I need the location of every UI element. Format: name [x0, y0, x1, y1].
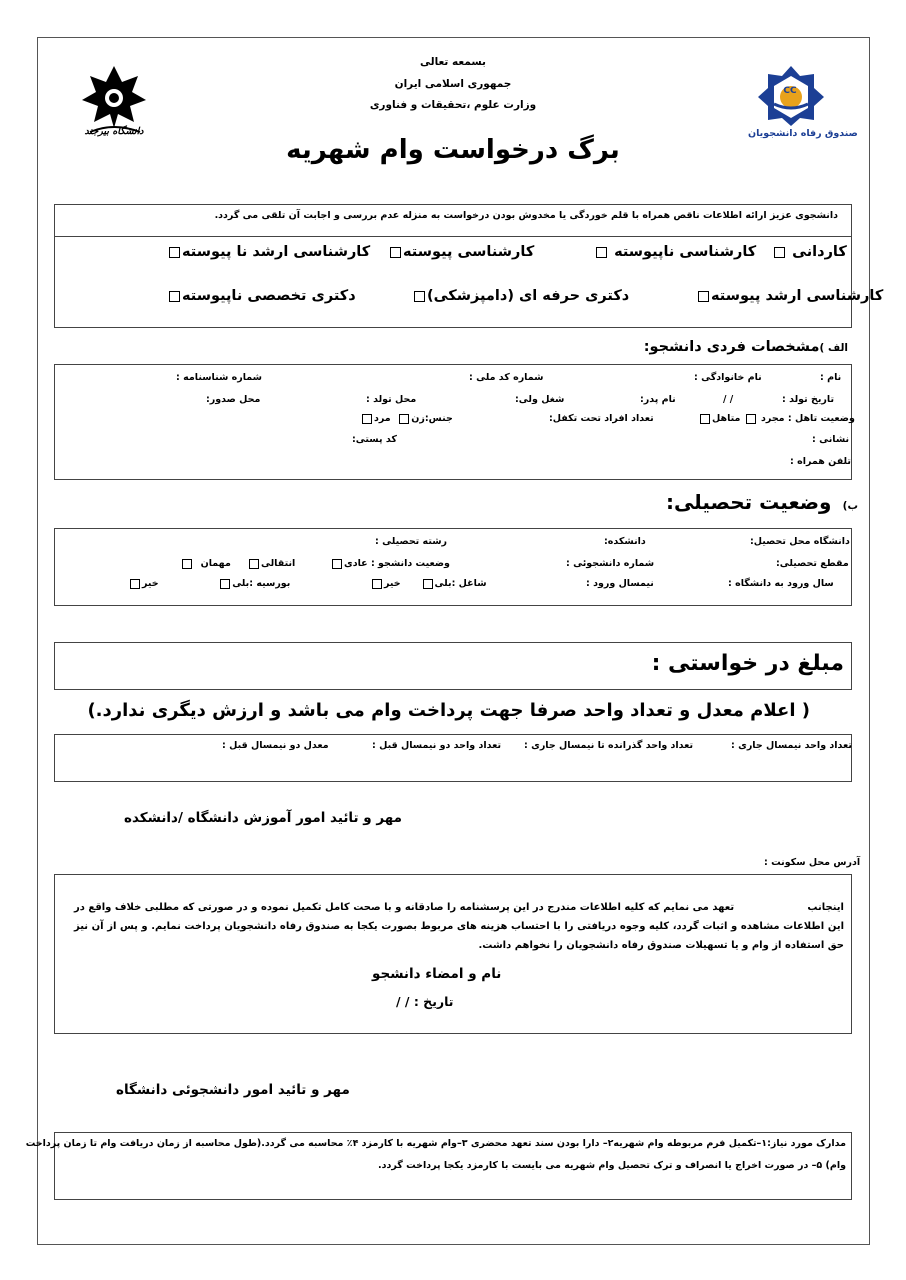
employed-field — [370, 578, 487, 589]
entry-semester-label: نیمسال ورود : — [586, 578, 654, 589]
degree-label-bachelor-continuous: کارشناسی پیوسته — [403, 244, 535, 260]
degree-option[interactable] — [167, 288, 356, 304]
commitment-text — [74, 898, 844, 955]
father-name-label: نام پدر: — [640, 394, 676, 405]
commitment-intro: اینجانب — [807, 902, 844, 913]
passed-units-label: تعداد واحد گذرانده تا نیمسال جاری : — [524, 740, 694, 751]
amount-note: ( اعلام معدل و تعداد واحد صرفا جهت پرداخت وام می باشد و ارزش دیگری ندارد.) — [87, 700, 810, 721]
residence-label: آدرس محل سکونت : — [764, 857, 861, 868]
gender-field — [360, 413, 453, 424]
postal-code-label: کد پستی: — [352, 434, 397, 445]
student-signature-label: نام و امضاء دانشجو — [372, 966, 502, 982]
yes-label: بلی — [434, 578, 452, 589]
gender-label: جنس: — [424, 413, 453, 424]
family-label: نام خانوادگی : — [694, 372, 762, 383]
birth-date-slashes: / / — [723, 394, 734, 405]
major-label: رشته تحصیلی : — [375, 536, 448, 547]
header-line-1: بسمعه تعالی — [420, 56, 486, 68]
checkbox-scholarship-no[interactable] — [130, 579, 140, 589]
entry-year-label: سال ورود به دانشگاه : — [728, 578, 834, 589]
id-number-label: شماره شناسنامه : — [176, 372, 262, 383]
male-label: مرد — [374, 413, 391, 424]
checkbox[interactable] — [169, 247, 180, 258]
checkbox[interactable] — [414, 291, 425, 302]
two-prev-gpa-label: معدل دو نیمسال قبل : — [222, 740, 329, 751]
degree-label-associate: کاردانی — [792, 244, 847, 260]
university-label: دانشگاه محل تحصیل: — [750, 536, 850, 547]
checkbox[interactable] — [774, 247, 785, 258]
degree-box-divider — [54, 236, 852, 237]
marital-field — [698, 413, 855, 424]
university-logo-caption: دانشگاه بیرجند — [84, 126, 144, 137]
mobile-label: تلفن همراه : — [790, 456, 851, 467]
commitment-line-1: تعهد می نمایم که کلیه اطلاعات مندرج در این پرسشنامه را صادقانه و با صحت کامل تکمیل نموده و در صورتی که مطلبی خلاف واقع در این اطلاعات — [74, 902, 844, 932]
documents-line-1: مدارک مورد نیاز:۱–تکمیل فرم مربوطه وام شهریه۲– دارا بودن سند تعهد محضری ۳–وام شهریه با کارمزد ۴٪ محاسبه می گردد.(طول محاسبه از زمان دریافت وام تا زمان پرداخت — [25, 1138, 846, 1149]
dependents-label: تعداد افراد تحت تکفل: — [549, 413, 654, 424]
regular-label: عادی — [344, 558, 368, 569]
current-units-label: تعداد واحد نیمسال جاری : — [731, 740, 852, 751]
status-label: وضعیت دانشجو : — [370, 558, 450, 569]
degree-label-bachelor-noncontinuous: کارشناسی ناپیوسته — [614, 244, 757, 260]
student-affairs-stamp-label: مهر و تائید امور دانشجوئی دانشگاه — [116, 1082, 350, 1098]
checkbox-married[interactable] — [700, 414, 710, 424]
amount-label: مبلغ در خواستی : — [651, 651, 844, 676]
guest-label: مهمان — [200, 558, 231, 569]
checkbox-female[interactable] — [399, 414, 409, 424]
page-title: برگ درخواست وام شهریه — [286, 135, 620, 165]
scholarship-label: بورسیه : — [249, 578, 291, 589]
single-label: مجرد — [761, 413, 785, 424]
marital-label: وضعیت تاهل : — [787, 413, 855, 424]
national-code-label: شماره کد ملی : — [469, 372, 544, 383]
no-label: خیر — [384, 578, 401, 589]
commitment-date-label: تاریخ : / / — [396, 994, 454, 1009]
student-number-label: شماره دانشجوئی : — [566, 558, 655, 569]
employed-label: شاغل : — [451, 578, 487, 589]
yes-label: بلی — [232, 578, 250, 589]
checkbox[interactable] — [390, 247, 401, 258]
checkbox-regular[interactable] — [332, 559, 342, 569]
faculty-label: دانشکده: — [604, 536, 646, 547]
degree-option[interactable] — [412, 288, 629, 304]
birth-date-label: تاریخ تولد : — [782, 394, 835, 405]
commitment-line-2: مشاهده و اثبات گردد، کلیه وجوه دریافتی را با احتساب هزینه های مربوط بصورت یکجا به صندوق رفاه دانشجویان پرداخت نمایم. و پس از آن نیز حق استفاده از وام و یا تسهیلات صندوق — [74, 921, 844, 951]
two-prev-units-label: تعداد واحد دو نیمسال قبل : — [372, 740, 502, 751]
section-prefix: ب) — [842, 500, 858, 512]
address-label: نشانی : — [812, 434, 850, 445]
checkbox-employed-no[interactable] — [372, 579, 382, 589]
level-label: مقطع تحصیلی: — [776, 558, 849, 569]
transfer-label: انتقالی — [261, 558, 296, 569]
section-title: مشخصات فردی دانشجو: — [643, 339, 820, 355]
issue-place-label: محل صدور: — [206, 394, 261, 405]
birth-place-label: محل تولد : — [366, 394, 417, 405]
commitment-line-3: رفاه دانشجویان را نخواهم داشت. — [478, 940, 644, 951]
checkbox-guest[interactable] — [182, 559, 192, 569]
education-heading — [600, 490, 858, 514]
faculty-stamp-label: مهر و تائید امور آموزش دانشگاه /دانشکده — [124, 810, 403, 826]
degree-label-professional-doctorate: دکتری حرفه ای (دامپزشکی) — [427, 288, 630, 304]
name-label: نام : — [820, 372, 842, 383]
guest-option — [180, 558, 231, 569]
female-label: زن — [411, 413, 425, 424]
personal-heading — [600, 336, 848, 355]
checkbox[interactable] — [698, 291, 709, 302]
checkbox-male[interactable] — [362, 414, 372, 424]
guardian-job-label: شغل ولی: — [515, 394, 565, 405]
degree-option[interactable] — [167, 244, 370, 260]
degree-option[interactable] — [696, 288, 883, 304]
degree-option[interactable] — [772, 244, 847, 260]
welfare-fund-logo-caption: صندوق رفاه دانشجویان — [748, 128, 858, 139]
no-label: خیر — [142, 578, 159, 589]
welfare-fund-logo-mark: CC — [783, 86, 797, 96]
checkbox-scholarship-yes[interactable] — [220, 579, 230, 589]
checkbox[interactable] — [169, 291, 180, 302]
degree-label-masters-continuous: کارشناسی ارشد پیوسته — [711, 288, 884, 304]
documents-line-2: وام) ۵– در صورت اخراج یا انصراف و ترک تحصیل وام شهریه می بایست با کارمزد یکجا پرداخت گردد. — [377, 1160, 846, 1171]
checkbox-single[interactable] — [746, 414, 756, 424]
degree-box — [54, 204, 852, 328]
checkbox[interactable] — [596, 247, 607, 258]
education-box — [54, 528, 852, 606]
checkbox-transfer[interactable] — [249, 559, 259, 569]
degree-notice: دانشجوی عزیز ارائه اطلاعات ناقص همراه با قلم خوردگی یا مخدوش بودن درخواست به منزله عدم بررسی و اجابت آن تلقی می گردد. — [214, 210, 838, 221]
degree-label-masters-noncontinuous: کارشناسی ارشد نا پیوسته — [182, 244, 371, 260]
degree-option[interactable] — [594, 244, 756, 260]
section-prefix: الف ) — [819, 342, 848, 354]
scholarship-field — [128, 578, 290, 589]
section-title: وضعیت تحصیلی: — [665, 490, 832, 514]
status-field — [330, 558, 450, 569]
degree-option[interactable] — [388, 244, 534, 260]
transfer-option — [247, 558, 295, 569]
degree-label-phd-noncontinuous: دکتری تخصصی ناپیوسته — [182, 288, 356, 304]
checkbox-employed-yes[interactable] — [423, 579, 433, 589]
header-line-2: جمهوری اسلامی ایران — [394, 78, 512, 90]
header-line-3: وزارت علوم ،تحقیقات و فناوری — [369, 99, 537, 111]
married-label: متاهل — [712, 413, 741, 424]
